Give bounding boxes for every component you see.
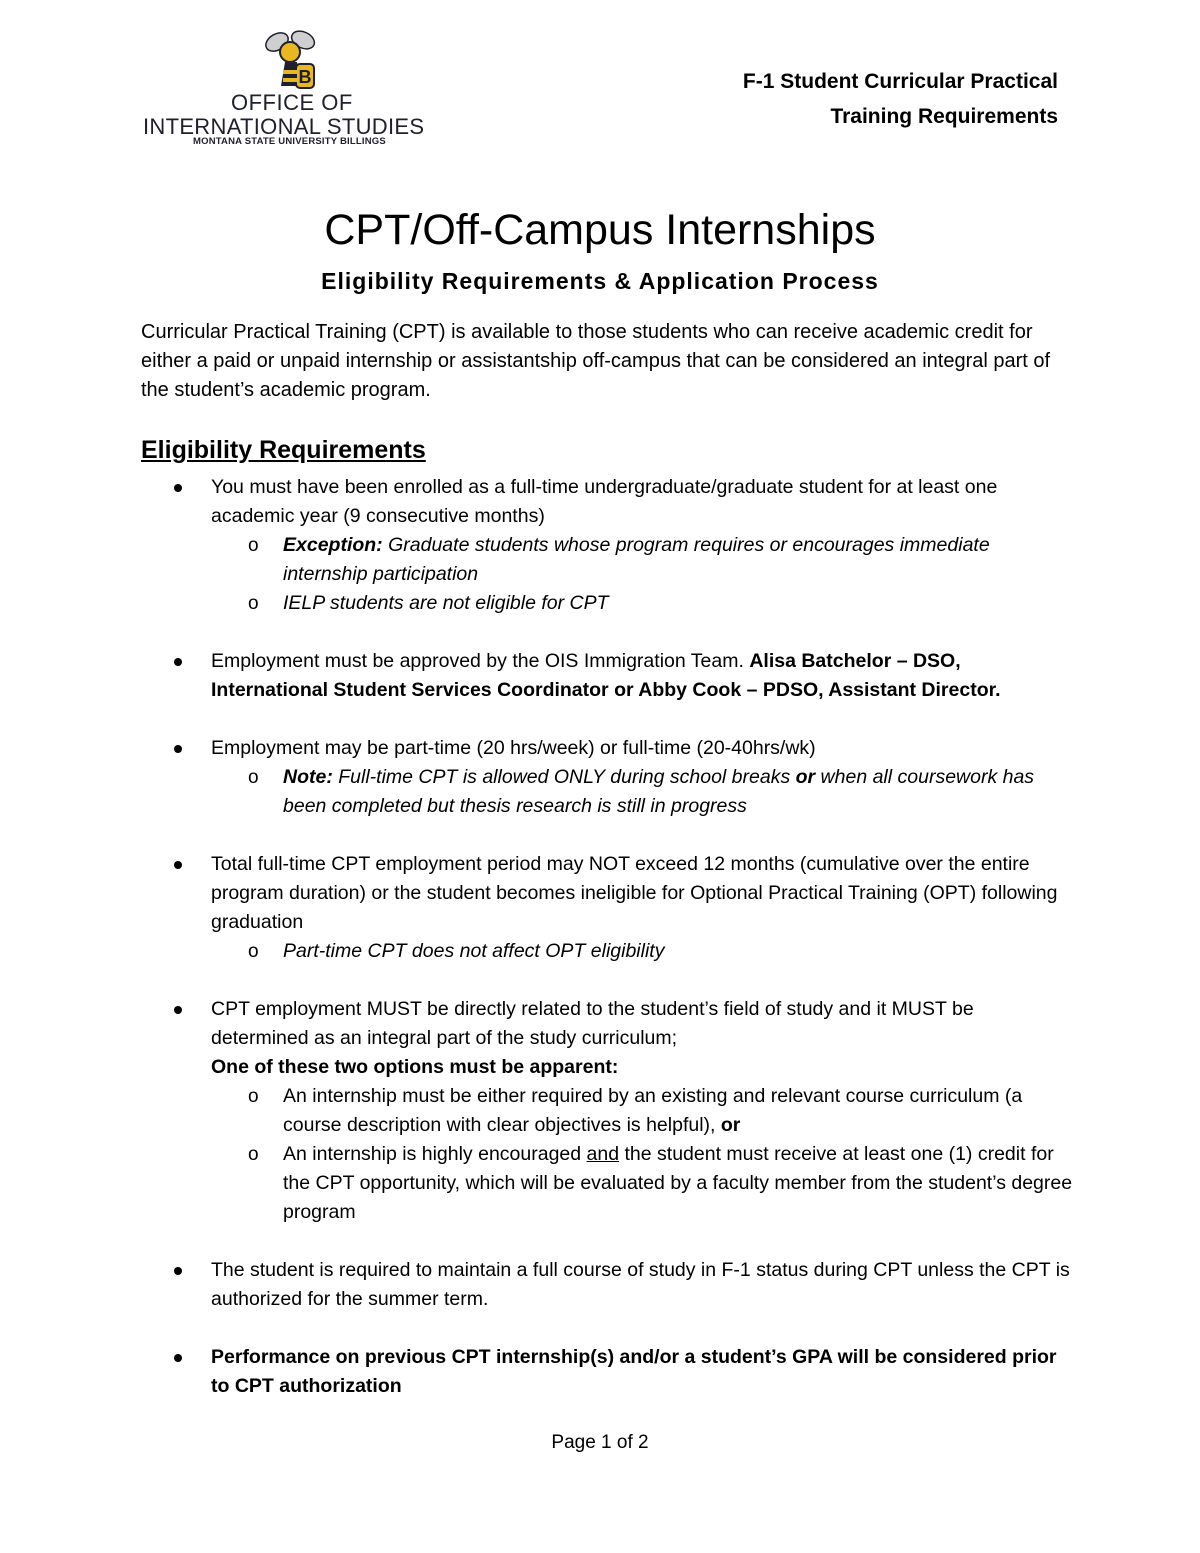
svg-text:B: B [298, 67, 312, 87]
bullet-icon [174, 1354, 182, 1362]
requirements-list [0, 473, 1200, 1401]
logo-line-university: MONTANA STATE UNIVERSITY BILLINGS [193, 136, 386, 147]
list-item-text: Total full-time CPT employment period may NOT exceed 12 months (cumulative over the entire program duration) or the student becomes ineligible for Optional Practical Training (OPT) following graduation [211, 853, 1058, 933]
intro-paragraph: Curricular Practical Training (CPT) is available to those students who can receive academic credit for either a paid or unpaid internship or assistantship off-campus that can be considered an integral part of the student’s academic program. [141, 321, 1051, 401]
sub-list-item [0, 937, 1073, 966]
list-item-text: Employment may be part-time (20 hrs/week) or full-time (20-40hrs/wk) [211, 737, 816, 759]
circle-bullet-icon: o [248, 1144, 259, 1165]
bullet-icon [174, 1267, 182, 1275]
list-item-text: You must have been enrolled as a full-time undergraduate/graduate student for at least one academic year (9 consecutive months) [211, 476, 998, 527]
list-item-bold-text: Performance on previous CPT internship(s) and/or a student’s GPA will be considered prior to CPT authorization [211, 1346, 1057, 1397]
sub-list-item [0, 1082, 1073, 1140]
bullet-icon [174, 745, 182, 753]
list-item [0, 1256, 1071, 1314]
bullet-icon [174, 1006, 182, 1014]
circle-bullet-icon: o [248, 1086, 259, 1107]
sub-list-item [0, 1140, 1073, 1227]
page-footer: Page 1 of 2 [551, 1432, 649, 1453]
list-item [0, 1343, 1071, 1401]
circle-bullet-icon: o [248, 941, 259, 962]
yellowjacket-mascot-icon [263, 28, 317, 92]
list-item-text: CPT employment MUST be directly related to the student’s field of study and it MUST be determined as an integral part of the study curriculum; [211, 998, 974, 1049]
page-title: CPT/Off-Campus Internships [324, 206, 876, 254]
emphasis-or: or [720, 1114, 741, 1136]
exception-label: Exception: [283, 534, 383, 556]
document-header [743, 64, 1058, 134]
logo-line-international-studies: INTERNATIONAL STUDIES [143, 114, 425, 139]
emphasis-and: and [586, 1143, 620, 1165]
list-item [0, 473, 1071, 531]
sub-item-text: when all coursework has been completed but thesis research is still in progress [283, 766, 1035, 817]
list-item [0, 734, 1071, 763]
circle-bullet-icon: o [248, 593, 259, 614]
sub-list-item [0, 531, 1073, 589]
header-line-1: F-1 Student Curricular Practical [742, 70, 1058, 93]
sub-item-text: Graduate students whose program requires or encourages immediate internship participation [283, 534, 990, 585]
emphasis-or: or [795, 766, 816, 788]
note-label: Note: [283, 766, 333, 788]
list-item-text: Employment must be approved by the OIS Immigration Team. [211, 650, 750, 672]
bullet-icon [174, 484, 182, 492]
sub-list-item [0, 589, 1073, 618]
logo-line-office: OFFICE OF [231, 90, 353, 115]
bullet-icon [174, 861, 182, 869]
list-item-bold-text: Alisa Batchelor – DSO, International Student Services Coordinator or Abby Cook – PDSO, Assistant Director. [211, 650, 1001, 701]
sub-list-item [0, 763, 1073, 821]
list-item-bold-text: One of these two options must be apparent: [211, 1056, 619, 1078]
sub-item-text: An internship must be either required by an existing and relevant course curriculum (a course description with clear objectives is helpful), [283, 1085, 1023, 1136]
circle-bullet-icon: o [248, 535, 259, 556]
sub-item-text: Full-time CPT is allowed ONLY during school breaks [332, 766, 796, 788]
section-heading: Eligibility Requirements [141, 436, 426, 464]
list-item [0, 850, 1071, 937]
sub-item-text: Part-time CPT does not affect OPT eligibility [283, 940, 665, 962]
sub-item-text: An internship is highly encouraged [283, 1143, 587, 1165]
bullet-icon [174, 658, 182, 666]
logo [143, 28, 443, 148]
sub-item-text: IELP students are not eligible for CPT [283, 592, 609, 614]
circle-bullet-icon: o [248, 767, 259, 788]
list-item [0, 995, 1071, 1082]
header-line-2: Training Requirements [830, 105, 1058, 128]
page-subtitle: Eligibility Requirements & Application Process [321, 268, 879, 294]
list-item [0, 647, 1071, 705]
list-item-text: The student is required to maintain a full course of study in F-1 status during CPT unless the CPT is authorized for the summer term. [211, 1259, 1070, 1310]
sub-item-text: the student must receive at least one (1) credit for the CPT opportunity, which will be evaluated by a faculty member from the student’s degree program [283, 1143, 1073, 1223]
